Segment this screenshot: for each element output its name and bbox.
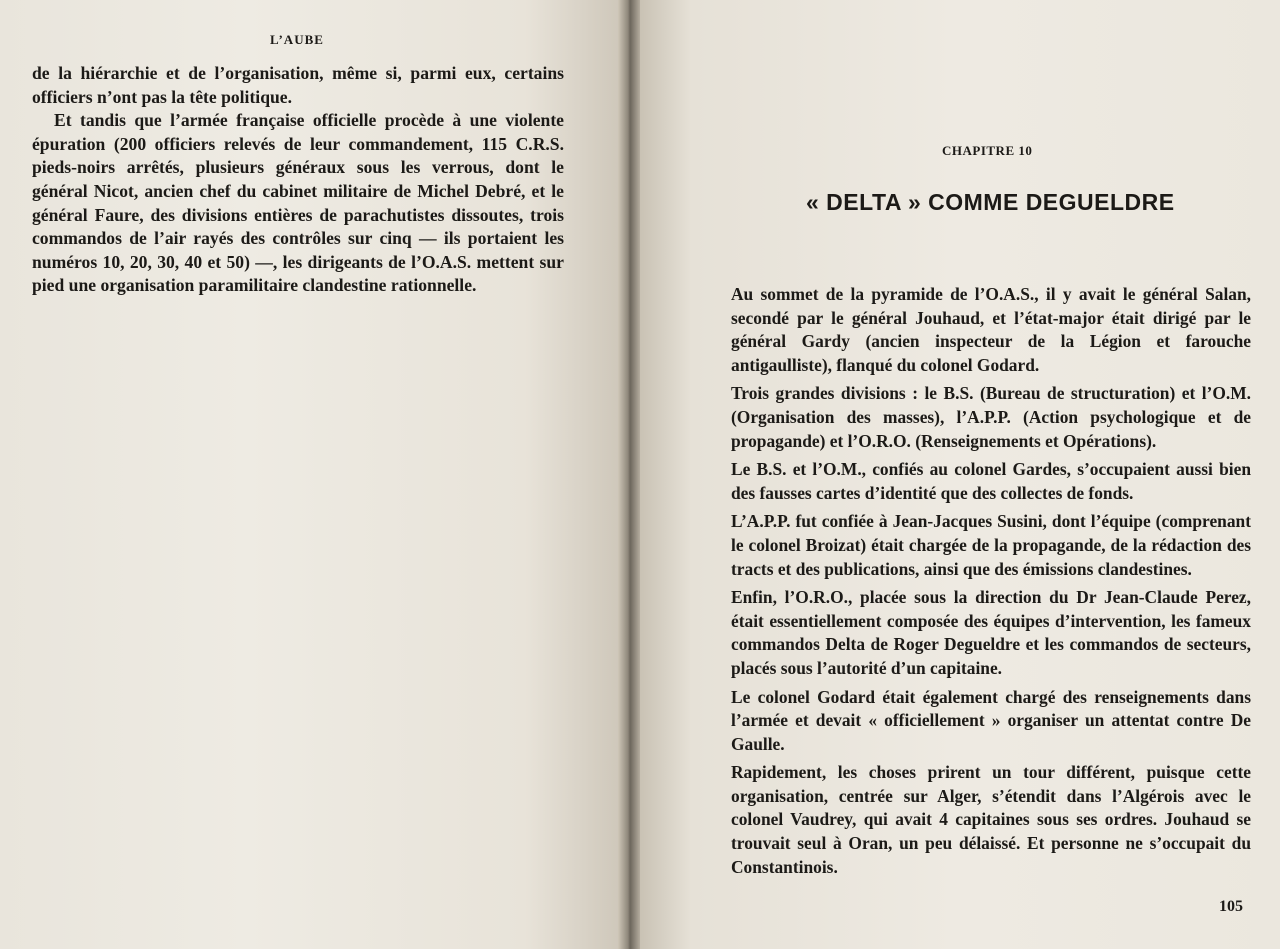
right-page-body <box>731 283 1251 884</box>
paragraph: Trois grandes divisions : le B.S. (Bureau de structuration) et l’O.M. (Organisation des masses), l’A.P.P. (Action psychologique et de propagande) et l’O.R.O. (Renseignements et Opérations). <box>731 383 1251 451</box>
chapter-title: « DELTA » COMME DEGUELDRE <box>806 189 1175 215</box>
paragraph: Au sommet de la pyramide de l’O.A.S., il y avait le général Salan, secondé par le général Jouhaud, et l’état-major était dirigé par le général Gardy (ancien inspecteur de la Légion et farouche antigaulliste), flanqué du colonel Godard. <box>731 284 1251 375</box>
paragraph: Et tandis que l’armée française officielle procède à une violente épuration (200 officiers relevés de leur commandement, 115 C.R.S. pieds-noirs arrêtés, plusieurs généraux sous les verrous, dont le général Nicot, ancien chef du cabinet militaire de Michel Debré, et le général Faure, des divisions entières de parachutistes dissoutes, trois commandos de l’air rayés des contrôles sur cinq — ils portaient les numéros 10, 20, 30, 40 et 50) —, les dirigeants de l’O.A.S. mettent sur pied une organisation paramilitaire clandestine rationnelle. <box>32 110 564 296</box>
paragraph: Rapidement, les choses prirent un tour différent, puisque cette organisation, centrée sur Alger, s’étendit dans l’Algérois avec le colonel Vaudrey, qui avait 4 capitaines sous ses ordres. Jouhaud se trouvait seul à Oran, un peu délaissé. Et personne ne s’occupait du Constantinois. <box>731 762 1251 877</box>
left-page-body <box>32 62 564 298</box>
paragraph: Enfin, l’O.R.O., placée sous la direction du Dr Jean-Claude Perez, était essentiellement composée des équipes d’intervention, les fameux commandos Delta de Roger Degueldre et les commandos de secteurs, placés sous l’autorité d’un capitaine. <box>731 587 1251 678</box>
paragraph: Le colonel Godard était également chargé des renseignements dans l’armée et devait « officiellement » organiser un attentat contre De Gaulle. <box>731 686 1251 754</box>
page-number: 105 <box>1219 898 1243 915</box>
paragraph: Le B.S. et l’O.M., confiés au colonel Gardes, s’occupaient aussi bien des fausses cartes d’identité que des collectes de fonds. <box>731 459 1251 503</box>
paragraph: de la hiérarchie et de l’organisation, même si, parmi eux, certains officiers n’ont pas la tête politique. <box>32 63 564 107</box>
running-head: L’AUBE <box>270 32 324 47</box>
left-page <box>0 0 618 949</box>
book-gutter <box>618 0 640 949</box>
chapter-label: CHAPITRE 10 <box>942 143 1033 158</box>
paragraph: L’A.P.P. fut confiée à Jean-Jacques Susini, dont l’équipe (comprenant le colonel Broizat) était chargée de la propagande, de la rédaction des tracts et des publications, ainsi que des émissions clandestines. <box>731 511 1251 579</box>
